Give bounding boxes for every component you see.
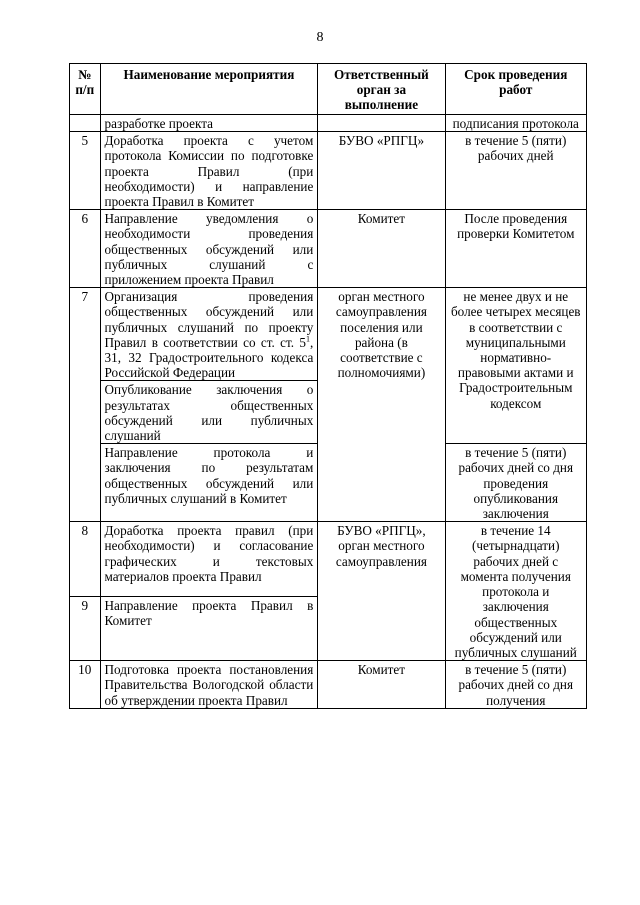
cell-name: Опубликование заключения о результатах общественных обсуждений или публичных слушаний	[100, 381, 318, 444]
cell-deadline: в течение 5 (пяти) рабочих дней со дня получения	[445, 661, 586, 709]
cell-name: Направление протокола и заключения по результатам общественных обсуждений или публичных слушаний в Комитет	[100, 444, 318, 522]
header-deadline: Срок проведения работ	[445, 64, 586, 115]
header-num: № п/п	[70, 64, 101, 115]
cell-num: 10	[70, 661, 101, 709]
cell-responsible	[318, 115, 445, 132]
cell-name	[100, 288, 318, 381]
cell-num: 6	[70, 210, 101, 288]
schedule-table	[69, 63, 587, 709]
cell-responsible: Комитет	[318, 210, 445, 288]
cell-deadline: После проведения проверки Комитетом	[445, 210, 586, 288]
table-header-row	[70, 64, 587, 115]
cell-num: 7	[70, 288, 101, 522]
cell-deadline: подписания протокола	[445, 115, 586, 132]
cell-name: Доработка проекта с учетом протокола Комиссии по подготовке проекта Правил (при необходимости) и направление проекта Правил в Комитет	[100, 132, 318, 210]
cell-responsible: орган местного самоуправления поселения или района (в соответствие с полномочиями)	[318, 288, 445, 522]
table-row-10	[70, 661, 587, 709]
cell-deadline: в течение 14 (четырнадцати) рабочих дней с момента получения протокола и заключения общественных обсуждений или публичных слушаний	[445, 522, 586, 661]
cell-num	[70, 115, 101, 132]
cell-deadline: в течение 5 (пяти) рабочих дней со дня проведения опубликования заключения	[445, 444, 586, 522]
cell-num: 5	[70, 132, 101, 210]
cell-num: 8	[70, 522, 101, 597]
cell-name: Направление проекта Правил в Комитет	[100, 597, 318, 661]
table-row-8	[70, 522, 587, 597]
cell-name: разработке проекта	[100, 115, 318, 132]
cell-num: 9	[70, 597, 101, 661]
table-row-continuation	[70, 115, 587, 132]
header-name: Наименование мероприятия	[100, 64, 318, 115]
cell-responsible: БУВО «РПГЦ»	[318, 132, 445, 210]
cell-responsible: БУВО «РПГЦ», орган местного самоуправления	[318, 522, 445, 661]
cell-deadline: в течение 5 (пяти) рабочих дней	[445, 132, 586, 210]
page-number: 8	[316, 30, 324, 45]
table-row-6	[70, 210, 587, 288]
row7-name-a-sup: 1	[306, 334, 311, 344]
table-row-5	[70, 132, 587, 210]
cell-name: Доработка проекта правил (при необходимости) и согласование графических и текстовых материалов проекта Правил	[100, 522, 318, 597]
row7-name-a-post: , 31, 32 Градостроительного кодекса Российской Федерации	[104, 334, 314, 381]
cell-responsible: Комитет	[318, 661, 445, 709]
row7-name-a-pre: Организация проведения общественных обсуждений или публичных слушаний по проекту Правил в соответствии со ст. ст. 5	[104, 289, 314, 350]
cell-deadline: не менее двух и не более четырех месяцев в соответствии с муниципальными нормативно-правовыми актами и Градостроительным кодексом	[445, 288, 586, 444]
header-responsible: Ответственный орган за выполнение	[318, 64, 445, 115]
cell-name: Подготовка проекта постановления Правительства Вологодской области об утверждении проекта Правил	[100, 661, 318, 709]
table-row-7a	[70, 288, 587, 381]
cell-name: Направление уведомления о необходимости проведения общественных обсуждений или публичных слушаний с приложением проекта Правил	[100, 210, 318, 288]
